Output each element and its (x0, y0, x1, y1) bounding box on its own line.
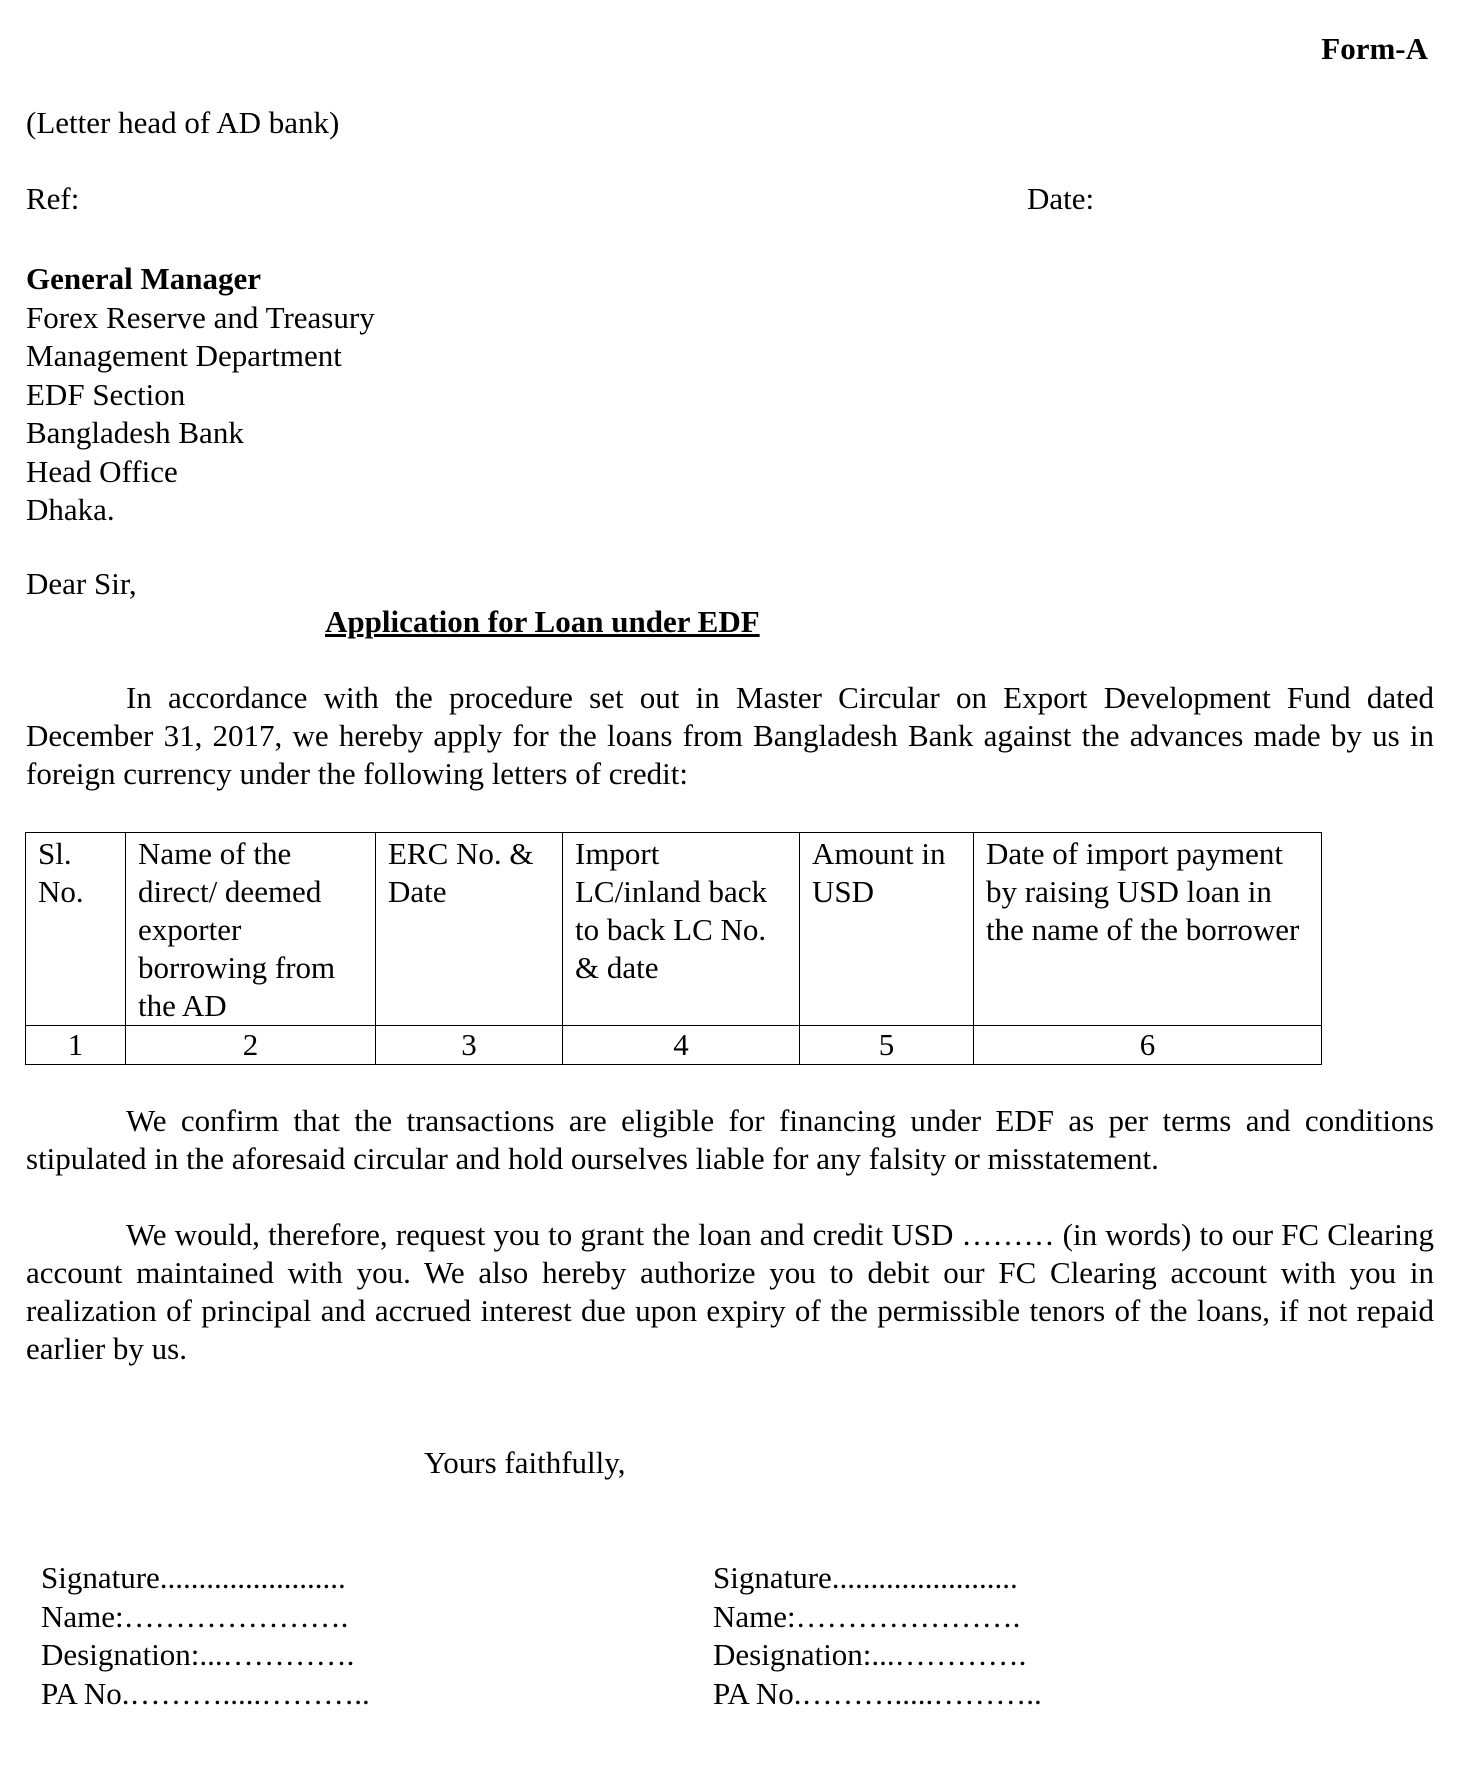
letterhead-placeholder: (Letter head of AD bank) (26, 105, 340, 140)
header-exporter-name: Name of the direct/ deemed exporter borrowing from the AD (126, 833, 376, 1026)
recipient-title: General Manager (26, 261, 262, 296)
paragraph-request: We would, therefore, request you to grant the loan and credit USD ……… (in words) to our FC Clearing account maintained with you. We also hereby authorize you to debit our FC Clearing account with you in realization of principal and accrued interest due upon expiry of the permissible tenors of the loans, if not repaid earlier by us. (26, 1217, 1434, 1366)
subject-heading: Application for Loan under EDF (325, 604, 760, 639)
pa-no-line: PA No.……….....……….. (41, 1675, 370, 1711)
address-line: EDF Section (26, 376, 186, 412)
name-line: Name:…………………. (41, 1598, 349, 1634)
column-number: 3 (376, 1026, 563, 1065)
recipient-address (26, 260, 375, 530)
header-amount-usd: Amount in USD (800, 833, 974, 1026)
header-import-lc: Import LC/inland back to back LC No. & date (563, 833, 800, 1026)
signatory-block-left (41, 1559, 370, 1713)
address-line: Dhaka. (26, 492, 115, 527)
pa-no-line: PA No.……….....……….. (713, 1675, 1042, 1711)
column-number: 5 (800, 1026, 974, 1065)
header-import-payment-date: Date of import payment by raising USD loan in the name of the borrower (974, 833, 1322, 1026)
signature-line: Signature........................ (41, 1560, 346, 1595)
signature-line: Signature........................ (713, 1560, 1018, 1595)
address-line: Forex Reserve and Treasury (26, 299, 375, 335)
table-header-row (26, 833, 1322, 1026)
header-erc-no: ERC No. & Date (376, 833, 563, 1026)
column-number: 6 (974, 1026, 1322, 1065)
column-number: 4 (563, 1026, 800, 1065)
header-sl-no: Sl. No. (26, 833, 126, 1026)
salutation: Dear Sir, (26, 566, 137, 601)
column-number: 2 (126, 1026, 376, 1065)
closing: Yours faithfully, (424, 1445, 626, 1480)
address-line: Management Department (26, 338, 342, 373)
table-row (26, 1026, 1322, 1065)
name-line: Name:…………………. (713, 1598, 1021, 1634)
address-line: Head Office (26, 453, 178, 489)
paragraph-confirmation: We confirm that the transactions are eligible for financing under EDF as per terms and conditions stipulated in the aforesaid circular and hold ourselves liable for any falsity or misstatement. (26, 1103, 1434, 1176)
column-number: 1 (26, 1026, 126, 1065)
date-label: Date: (1027, 181, 1095, 216)
designation-line: Designation:...…………. (713, 1637, 1027, 1672)
address-line: Bangladesh Bank (26, 415, 244, 450)
paragraph-application: In accordance with the procedure set out in Master Circular on Export Development Fund dated December 31, 2017, we hereby apply for the loans from Bangladesh Bank against the advances made by us in foreign currency under the following letters of credit: (26, 680, 1434, 791)
designation-line: Designation:...…………. (41, 1637, 355, 1672)
signatory-block-right (713, 1559, 1042, 1713)
form-label: Form-A (1321, 31, 1428, 66)
lc-table (25, 832, 1322, 1065)
ref-label: Ref: (26, 181, 80, 216)
